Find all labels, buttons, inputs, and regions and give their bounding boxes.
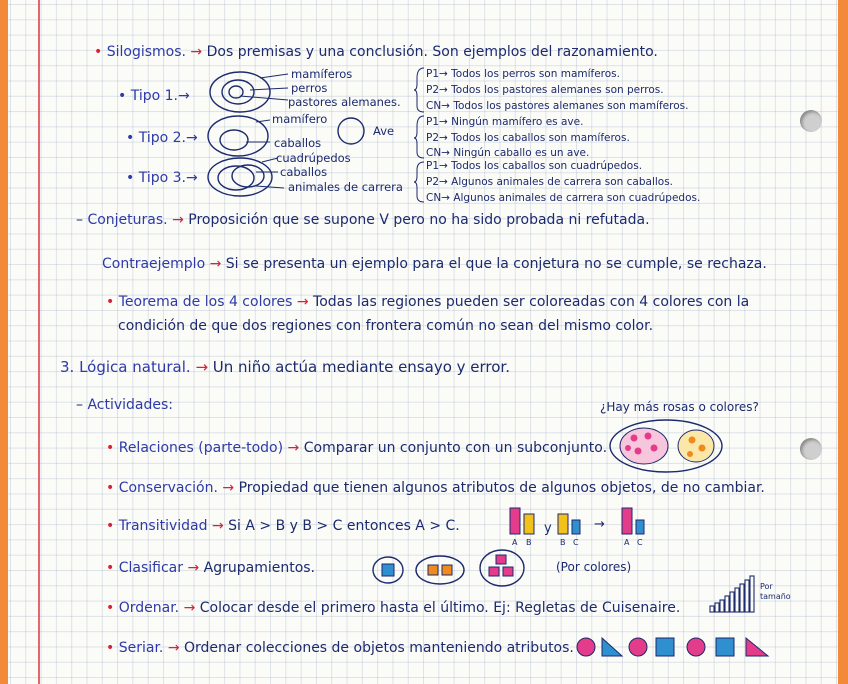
arrow: → [222,480,235,496]
actividades-line [76,397,173,413]
bar-op: y [544,521,552,536]
arrow: → [211,518,224,534]
contraejemplo-text: Si se presenta un ejemplo para el que la conjetura no se cumple, se rechaza. [225,256,767,272]
contraejemplo-term: Contraejemplo [102,256,206,272]
actividades-term: Actividades: [87,397,174,413]
logica-term: Lógica natural. [79,358,191,376]
arrow: → [172,212,184,228]
logica-natural-line [60,358,510,376]
clasificar-note: (Por colores) [556,560,632,574]
term-cuadrupedos: cuadrúpedos [276,151,351,165]
premise: P1→ Ningún mamífero es ave. [426,116,584,128]
classification-groups-drawing [370,550,530,590]
conclusion: CN→ Algunos animales de carrera son cuadrúpedos. [426,192,701,204]
relaciones-term: Relaciones (parte-todo) [118,440,284,456]
teorema-text-cont: condición de que dos regiones con frontera común no sean del mismo color. [118,318,654,334]
term-caballos: caballos [280,165,328,179]
cuisenaire-rods-drawing [708,574,758,614]
bullet: • [94,44,103,60]
premise-braces [414,66,426,206]
teorema-term: Teorema de los 4 colores [118,294,293,310]
bar-label: B [560,538,566,547]
teorema-text: Todas las regiones pueden ser coloreadas con 4 colores con la [313,294,750,310]
bar-label: C [573,538,579,547]
bar-op: → [594,517,605,532]
arrow: → [167,640,180,656]
clasificar-line: • Clasificar → Agrupamientos. [106,560,316,576]
seriar-text: Ordenar colecciones de objetos manteniendo atributos. [184,640,574,656]
bullet: • [106,294,115,310]
relaciones-line: • Relaciones (parte-todo) → Comparar un conjunto con un subconjunto. [106,440,608,456]
dash: – [76,212,83,228]
conjeturas-term: Conjeturas. [87,212,168,228]
arrow: → [287,440,300,456]
teorema-line [106,294,749,310]
tipo-3-label: • Tipo 3.→ [126,170,198,186]
seriar-term: Seriar. [118,640,164,656]
notebook-page [8,0,838,684]
logica-text: Un niño actúa mediante ensayo y error. [212,358,510,376]
transitividad-term: Transitividad [118,518,208,534]
silogismos-line [94,44,658,60]
conservacion-line: • Conservación. → Propiedad que tienen algunos atributos de algunos objetos, de no cambiar. [106,480,765,496]
contraejemplo-line [102,256,767,272]
clasificar-term: Clasificar [118,560,183,576]
term-animales-carrera: animales de carrera [288,180,403,194]
ordenar-term: Ordenar. [118,600,180,616]
arrow: → [195,358,209,376]
tipo-2-label: • Tipo 2.→ [126,130,198,146]
arrow: → [190,44,203,60]
premise: P1→ Todos los perros son mamíferos. [426,68,620,80]
conclusion: CN→ Ningún caballo es un ave. [426,147,590,159]
tipo-1-label: • Tipo 1.→ [118,88,190,104]
clasificar-text: Agrupamientos. [203,560,316,576]
ordenar-note: Por tamaño [760,582,791,601]
conservacion-term: Conservación. [118,480,218,496]
ordenar-text: Colocar desde el primero hasta el último. Ej: Regletas de Cuisenaire. [199,600,681,616]
transitivity-bars-drawing [506,504,656,548]
bar-label: A [624,538,630,547]
bar-label: A [512,538,518,547]
premise: P1→ Todos los caballos son cuadrúpedos. [426,160,643,172]
term-caballos: caballos [274,136,322,150]
term-ave: Ave [373,124,395,138]
term-mamifero: mamífero [272,112,328,126]
premise: P2→ Todos los pastores alemanes son perros. [426,84,664,96]
term-pastores: pastores alemanes. [288,95,401,109]
conjeturas-line [76,212,650,228]
term-perros: perros [291,81,328,95]
tipo-1-venn-diagram [208,70,298,114]
section-number: 3. [60,358,75,376]
binder-hole-top [800,110,822,132]
seriar-line: • Seriar. → Ordenar colecciones de objetos manteniendo atributos. [106,640,574,656]
transitividad-text: Si A > B y B > C entonces A > C. [228,518,460,534]
binder-hole-bottom [800,438,822,460]
term-mamiferos: mamíferos [291,67,353,81]
conservacion-text: Propiedad que tienen algunos atributos de algunos objetos, de no cambiar. [238,480,765,496]
arrow: → [209,256,222,272]
transitividad-line: • Transitividad → Si A > B y B > C entonces A > C. [106,518,460,534]
arrow: → [183,600,196,616]
flowers-set-drawing [608,418,728,474]
premise: P2→ Algunos animales de carrera son caballos. [426,176,674,188]
relaciones-text: Comparar un conjunto con un subconjunto. [303,440,608,456]
margin-line [38,0,40,684]
dash: – [76,397,83,413]
silogismos-text: Dos premisas y una conclusión. Son ejemplos del razonamiento. [206,44,658,60]
question-note: ¿Hay más rosas o colores? [600,400,759,414]
conclusion: CN→ Todos los pastores alemanes son mamíferos. [426,100,689,112]
conjeturas-text: Proposición que se supone V pero no ha sido probada ni refutada. [188,212,650,228]
bar-label: B [526,538,532,547]
arrow: → [187,560,200,576]
bar-label: C [637,538,643,547]
premise: P2→ Todos los caballos son mamíferos. [426,132,630,144]
arrow: → [296,294,309,310]
silogismos-term: Silogismos. [106,44,186,60]
series-shapes-drawing [574,634,774,660]
ordenar-line: • Ordenar. → Colocar desde el primero hasta el último. Ej: Regletas de Cuisenaire. [106,600,681,616]
